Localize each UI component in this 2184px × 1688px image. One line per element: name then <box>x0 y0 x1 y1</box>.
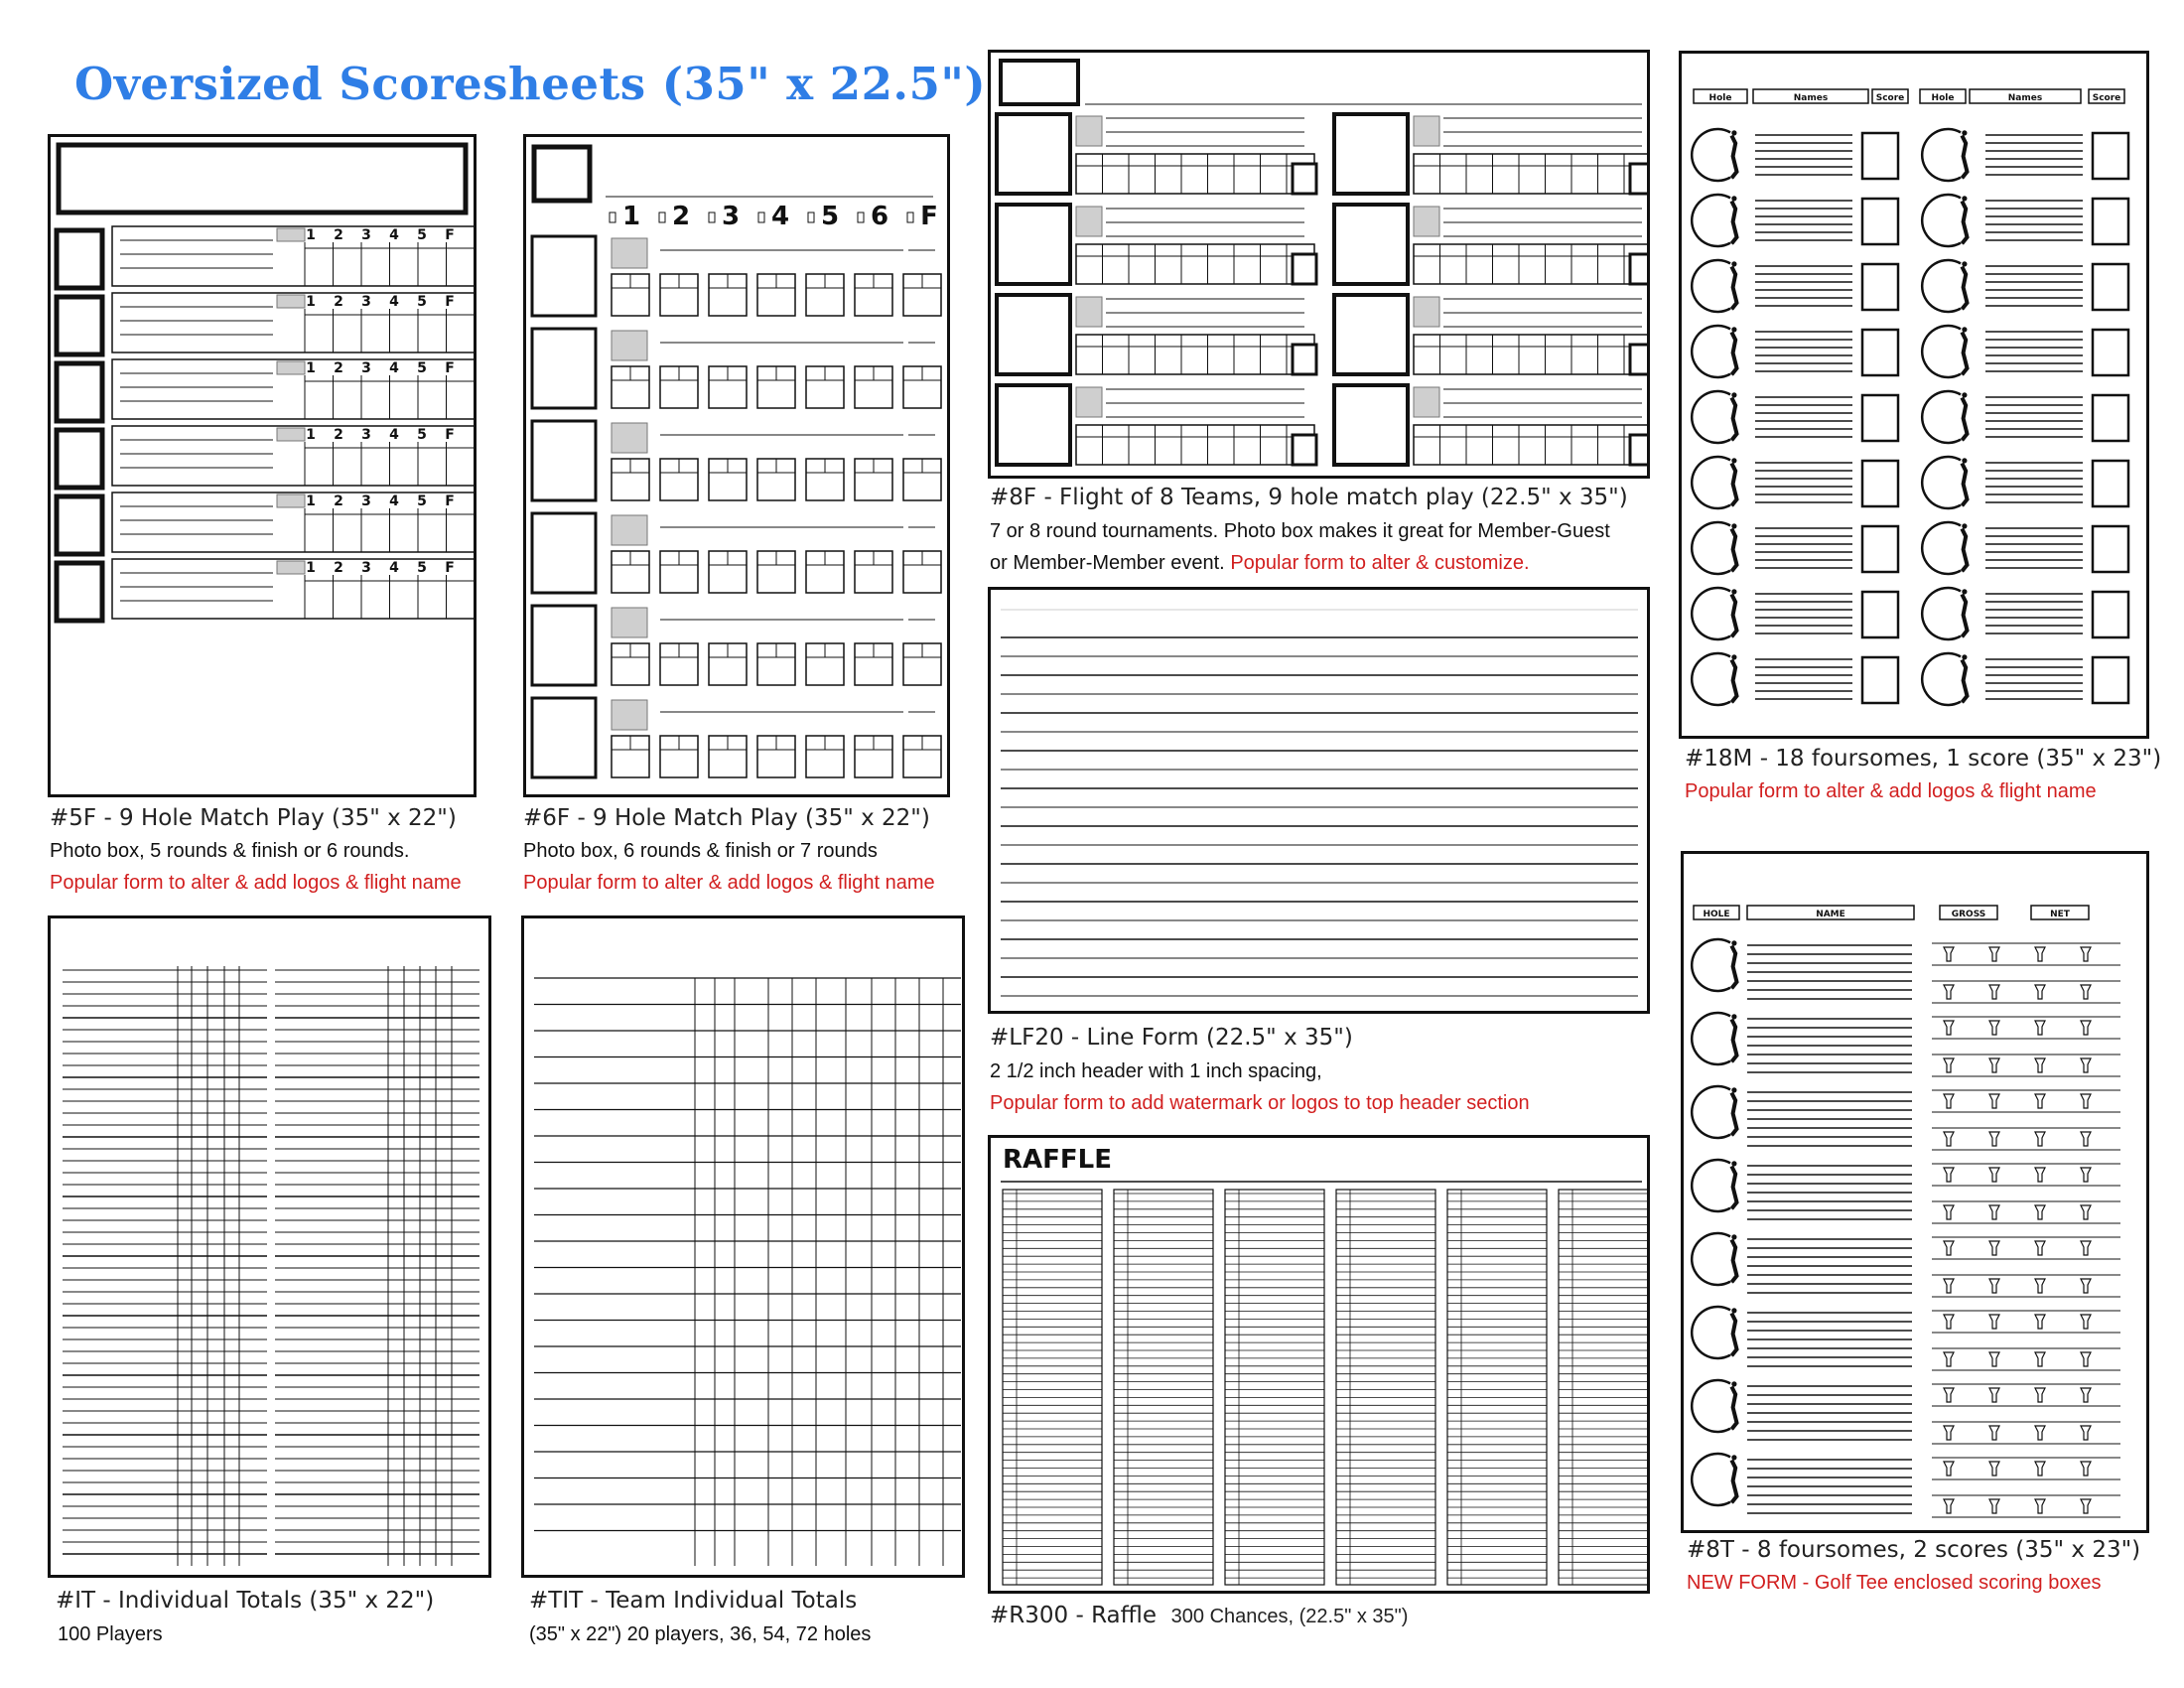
tee-icon <box>1944 1094 1954 1108</box>
hole-label-4: 4 <box>770 202 790 231</box>
form-it-title: #IT - Individual Totals (35" x 22") <box>56 1588 435 1614</box>
photo-box <box>1334 295 1408 374</box>
header-net: NET <box>2050 910 2070 919</box>
hole-label-5: 5 <box>417 493 427 509</box>
tee-icon <box>1989 1205 1999 1219</box>
score-box <box>2093 133 2128 179</box>
hole-label-3: 3 <box>361 493 371 509</box>
tee-icon <box>2081 1279 2091 1293</box>
tee-icon <box>2081 1426 2091 1440</box>
golfer-icon <box>1692 260 1736 312</box>
tee-icon <box>2081 985 2091 999</box>
photo-box <box>532 698 596 777</box>
hole-label-3: 3 <box>361 227 371 243</box>
tee-icon <box>1944 1352 1954 1366</box>
tee-icon <box>2035 1315 2045 1329</box>
tee-icon <box>2035 1426 2045 1440</box>
photo-box <box>57 297 102 354</box>
hole-label-5: 5 <box>417 227 427 243</box>
hole-label-2: 2 <box>334 360 343 376</box>
tee-icon <box>1989 1315 1999 1329</box>
hole-label-2: 2 <box>334 294 343 310</box>
gray-box <box>1414 297 1439 327</box>
gray-box <box>1414 207 1439 236</box>
total-box <box>1630 435 1647 465</box>
hole-tick <box>758 212 764 222</box>
logo-box <box>534 147 590 201</box>
gray-box <box>277 228 305 241</box>
header-names: Names <box>2007 93 2043 103</box>
photo-box <box>997 295 1070 374</box>
score-row <box>1414 154 1647 194</box>
golfer-icon <box>1692 1086 1736 1138</box>
gray-box <box>277 561 305 574</box>
form-artwork <box>991 1138 1647 1591</box>
tee-icon <box>1944 1021 1954 1035</box>
tee-icon <box>1944 1388 1954 1402</box>
score-box <box>2093 526 2128 572</box>
gray-box <box>1076 387 1102 417</box>
form-5f-title: #5F - 9 Hole Match Play (35" x 22") <box>50 805 457 831</box>
tee-icon <box>1989 1462 1999 1476</box>
hole-tick <box>709 212 715 222</box>
score-box <box>2093 199 2128 244</box>
photo-box <box>57 230 102 288</box>
gray-box <box>1414 387 1439 417</box>
hole-label-1: 1 <box>306 493 316 509</box>
form-5f-note: Popular form to alter & add logos & flight name <box>50 872 462 894</box>
score-box <box>2093 657 2128 703</box>
form-it-description: 100 Players <box>58 1623 163 1645</box>
score-row <box>1076 335 1314 374</box>
form-6f-note: Popular form to alter & add logos & flight name <box>523 872 935 894</box>
hole-label-2: 2 <box>334 427 343 443</box>
tee-icon <box>1944 1462 1954 1476</box>
hole-label-3: 3 <box>361 360 371 376</box>
page-title: Oversized Scoresheets (35" x 22.5") <box>74 58 987 110</box>
tee-icon <box>2035 1241 2045 1255</box>
gray-box <box>277 428 305 441</box>
tee-icon <box>1944 947 1954 961</box>
score-box <box>2093 330 2128 375</box>
golfer-icon <box>1922 391 1967 443</box>
score-box <box>1862 133 1898 179</box>
form-tit-preview <box>521 915 965 1578</box>
total-box <box>1293 254 1316 284</box>
form-it-preview <box>48 915 491 1578</box>
tee-icon <box>1944 1168 1954 1182</box>
form-artwork <box>524 918 962 1575</box>
tee-icon <box>2081 1462 2091 1476</box>
tee-icon <box>1944 1058 1954 1072</box>
hole-tick <box>610 212 615 222</box>
form-tit-description: (35" x 22") 20 players, 36, 54, 72 holes <box>529 1623 872 1645</box>
gray-box <box>277 361 305 374</box>
form-artwork <box>991 53 1647 476</box>
tee-icon <box>1944 1426 1954 1440</box>
golfer-icon <box>1692 1160 1736 1211</box>
tee-icon <box>1944 1205 1954 1219</box>
score-box <box>1862 199 1898 244</box>
score-box <box>1862 330 1898 375</box>
hole-label-3: 3 <box>721 202 741 231</box>
tee-icon <box>2081 1315 2091 1329</box>
gray-box <box>1414 116 1439 146</box>
total-box <box>1630 345 1647 374</box>
total-box <box>1630 254 1647 284</box>
tee-icon <box>1944 1132 1954 1146</box>
raffle-heading: RAFFLE <box>1003 1145 1112 1175</box>
form-8f-description: 7 or 8 round tournaments. Photo box makes it great for Member-Guest <box>990 520 1610 542</box>
tee-icon <box>1944 1241 1954 1255</box>
golfer-icon <box>1692 1013 1736 1064</box>
form-artwork <box>991 590 1647 1011</box>
golfer-icon <box>1692 391 1736 443</box>
tee-icon <box>1989 1241 1999 1255</box>
tee-icon <box>2035 1168 2045 1182</box>
tee-icon <box>2035 1094 2045 1108</box>
score-box <box>2093 592 2128 637</box>
golfer-icon <box>1922 522 1967 574</box>
tee-icon <box>2035 1021 2045 1035</box>
tee-icon <box>1989 1021 1999 1035</box>
golfer-icon <box>1692 195 1736 246</box>
score-row <box>1414 335 1647 374</box>
tee-icon <box>2081 1499 2091 1513</box>
gray-box <box>1076 207 1102 236</box>
gray-box <box>1076 297 1102 327</box>
tee-icon <box>2035 1058 2045 1072</box>
golfer-icon <box>1922 326 1967 377</box>
form-6f-preview <box>523 134 950 797</box>
hole-label-2: 2 <box>671 202 691 231</box>
golfer-icon <box>1922 129 1967 181</box>
tee-icon <box>2081 1388 2091 1402</box>
total-box <box>1630 164 1647 194</box>
hole-label-F: F <box>445 360 455 376</box>
tee-icon <box>2081 1205 2091 1219</box>
score-row <box>1076 244 1314 284</box>
gray-box <box>612 331 647 360</box>
hole-label-4: 4 <box>389 360 399 376</box>
tee-icon <box>2081 1094 2091 1108</box>
hole-label-1: 1 <box>306 427 316 443</box>
score-row <box>1076 154 1314 194</box>
tee-icon <box>2081 1352 2091 1366</box>
score-box <box>1862 592 1898 637</box>
score-box <box>2093 395 2128 441</box>
golfer-icon <box>1692 326 1736 377</box>
photo-box <box>532 421 596 500</box>
hole-label-1: 1 <box>306 360 316 376</box>
gray-box <box>277 494 305 507</box>
hole-tick <box>858 212 864 222</box>
golfer-icon <box>1922 195 1967 246</box>
photo-box <box>1334 385 1408 465</box>
hole-label-5: 5 <box>417 560 427 576</box>
total-box <box>1293 345 1316 374</box>
tee-icon <box>2035 1279 2045 1293</box>
photo-box <box>57 563 102 621</box>
golfer-icon <box>1922 588 1967 639</box>
golfer-icon <box>1692 653 1736 705</box>
golfer-icon <box>1692 1307 1736 1358</box>
photo-box <box>57 430 102 488</box>
header-score: Score <box>1875 93 1905 103</box>
score-box <box>1862 461 1898 506</box>
form-8t-title: #8T - 8 foursomes, 2 scores (35" x 23") <box>1687 1537 2141 1563</box>
gray-box <box>612 700 647 730</box>
score-row <box>1414 425 1647 465</box>
gray-box <box>612 238 647 268</box>
photo-box <box>1334 205 1408 284</box>
tee-icon <box>1989 1352 1999 1366</box>
form-artwork <box>51 137 474 794</box>
form-r300-description: 300 Chances, (22.5" x 35") <box>1170 1606 1409 1627</box>
photo-box <box>997 114 1070 194</box>
golfer-icon <box>1922 653 1967 705</box>
hole-label-1: 1 <box>306 560 316 576</box>
tee-icon <box>2035 1388 2045 1402</box>
header-name: NAME <box>1816 910 1845 919</box>
hole-label-1: 1 <box>306 294 316 310</box>
form-lf20-description: 2 1/2 inch header with 1 inch spacing, <box>990 1060 1322 1082</box>
form-8t-preview <box>1681 851 2149 1533</box>
hole-label-F: F <box>445 427 455 443</box>
hole-label-4: 4 <box>389 560 399 576</box>
header-hole: Hole <box>1708 93 1732 103</box>
tee-icon <box>2081 947 2091 961</box>
tee-icon <box>1989 1499 1999 1513</box>
hole-label-5: 5 <box>820 202 840 231</box>
hole-label-3: 3 <box>361 560 371 576</box>
form-r300-title: #R300 - Raffle <box>990 1603 1158 1628</box>
form-5f-preview <box>48 134 477 797</box>
hole-label-6: 6 <box>870 202 889 231</box>
logo-box <box>1001 61 1078 104</box>
tee-icon <box>1989 1132 1999 1146</box>
photo-box <box>532 236 596 316</box>
tee-icon <box>1989 1426 1999 1440</box>
golfer-icon <box>1692 457 1736 508</box>
total-box <box>1293 164 1316 194</box>
form-8f-title: #8F - Flight of 8 Teams, 9 hole match play (22.5" x 35") <box>990 485 1628 510</box>
tee-icon <box>2035 1499 2045 1513</box>
form-8t-note-prefix: NEW FORM <box>1687 1572 1798 1594</box>
form-6f-description: Photo box, 6 rounds & finish or 7 rounds <box>523 840 878 862</box>
form-8t-note: - Golf Tee enclosed scoring boxes <box>1797 1572 2102 1594</box>
header-hole: HOLE <box>1703 910 1730 919</box>
hole-label-F: F <box>920 202 938 231</box>
score-row <box>1076 425 1314 465</box>
photo-box <box>1334 114 1408 194</box>
score-box <box>2093 264 2128 310</box>
score-row <box>1414 244 1647 284</box>
form-8t-note-line <box>1687 1572 2102 1595</box>
tee-icon <box>2081 1168 2091 1182</box>
score-box <box>1862 526 1898 572</box>
photo-box <box>532 606 596 685</box>
tee-icon <box>2081 1241 2091 1255</box>
tee-icon <box>1989 947 1999 961</box>
tee-icon <box>1989 1388 1999 1402</box>
form-5f-description: Photo box, 5 rounds & finish or 6 rounds. <box>50 840 410 862</box>
gray-box <box>277 295 305 308</box>
photo-box <box>532 329 596 408</box>
form-tit-title: #TIT - Team Individual Totals <box>529 1588 858 1614</box>
score-box <box>1862 395 1898 441</box>
hole-label-1: 1 <box>306 227 316 243</box>
gray-box <box>612 515 647 545</box>
hole-label-4: 4 <box>389 427 399 443</box>
hole-label-5: 5 <box>417 294 427 310</box>
hole-label-3: 3 <box>361 427 371 443</box>
tee-icon <box>2035 1462 2045 1476</box>
tee-icon <box>1989 1058 1999 1072</box>
tee-icon <box>1989 1279 1999 1293</box>
tee-icon <box>1944 1279 1954 1293</box>
header-box <box>59 145 466 212</box>
hole-label-2: 2 <box>334 227 343 243</box>
form-6f-title: #6F - 9 Hole Match Play (35" x 22") <box>523 805 930 831</box>
photo-box <box>57 363 102 421</box>
form-8f-description-2 <box>990 552 1530 575</box>
form-18m-preview <box>1679 51 2149 739</box>
golfer-icon <box>1692 939 1736 991</box>
golfer-icon <box>1692 1233 1736 1285</box>
hole-tick <box>808 212 814 222</box>
header-score: Score <box>2092 93 2121 103</box>
golfer-icon <box>1922 457 1967 508</box>
tee-icon <box>1989 985 1999 999</box>
photo-box <box>997 205 1070 284</box>
form-r300-caption <box>990 1603 1408 1628</box>
total-box <box>1293 435 1316 465</box>
hole-label-3: 3 <box>361 294 371 310</box>
hole-label-F: F <box>445 493 455 509</box>
tee-icon <box>1989 1094 1999 1108</box>
tee-icon <box>1989 1168 1999 1182</box>
golfer-icon <box>1692 129 1736 181</box>
score-box <box>2093 461 2128 506</box>
golfer-icon <box>1922 260 1967 312</box>
tee-icon <box>1944 1315 1954 1329</box>
hole-tick <box>907 212 913 222</box>
hole-label-F: F <box>445 294 455 310</box>
form-artwork <box>526 137 947 794</box>
form-8f-description-line2: or Member-Member event. <box>990 552 1225 574</box>
photo-box <box>532 513 596 593</box>
hole-label-F: F <box>445 560 455 576</box>
form-r300-preview <box>988 1135 1650 1594</box>
hole-label-4: 4 <box>389 493 399 509</box>
score-box <box>1862 264 1898 310</box>
tee-icon <box>2035 1205 2045 1219</box>
tee-icon <box>2035 985 2045 999</box>
tee-icon <box>2035 1132 2045 1146</box>
hole-label-2: 2 <box>334 560 343 576</box>
form-artwork <box>1682 54 2146 736</box>
tee-icon <box>2035 1352 2045 1366</box>
tee-icon <box>1944 1499 1954 1513</box>
hole-label-4: 4 <box>389 294 399 310</box>
golfer-icon <box>1692 588 1736 639</box>
hole-label-F: F <box>445 227 455 243</box>
hole-label-2: 2 <box>334 493 343 509</box>
form-lf20-title: #LF20 - Line Form (22.5" x 35") <box>990 1025 1353 1051</box>
header-hole: Hole <box>1931 93 1955 103</box>
hole-label-5: 5 <box>417 427 427 443</box>
header-names: Names <box>1793 93 1829 103</box>
golfer-icon <box>1692 1380 1736 1432</box>
gray-box <box>1076 116 1102 146</box>
form-artwork <box>1684 854 2146 1530</box>
tee-icon <box>1944 985 1954 999</box>
golfer-icon <box>1692 522 1736 574</box>
score-box <box>1862 657 1898 703</box>
form-8f-preview <box>988 50 1650 479</box>
tee-icon <box>2081 1058 2091 1072</box>
tee-icon <box>2035 947 2045 961</box>
form-lf20-note: Popular form to add watermark or logos to top header section <box>990 1092 1530 1114</box>
form-lf20-preview <box>988 587 1650 1014</box>
gray-box <box>612 423 647 453</box>
form-18m-title: #18M - 18 foursomes, 1 score (35" x 23") <box>1685 746 2162 772</box>
hole-tick <box>659 212 665 222</box>
form-artwork <box>51 918 488 1575</box>
hole-label-5: 5 <box>417 360 427 376</box>
photo-box <box>997 385 1070 465</box>
photo-box <box>57 496 102 554</box>
hole-label-4: 4 <box>389 227 399 243</box>
golfer-icon <box>1692 1454 1736 1505</box>
tee-icon <box>2081 1021 2091 1035</box>
form-18m-note: Popular form to alter & add logos & flight name <box>1685 780 2097 802</box>
hole-label-1: 1 <box>621 202 641 231</box>
header-gross: GROSS <box>1951 910 1986 919</box>
form-8f-note: Popular form to alter & customize. <box>1230 552 1530 574</box>
gray-box <box>612 608 647 637</box>
tee-icon <box>2081 1132 2091 1146</box>
